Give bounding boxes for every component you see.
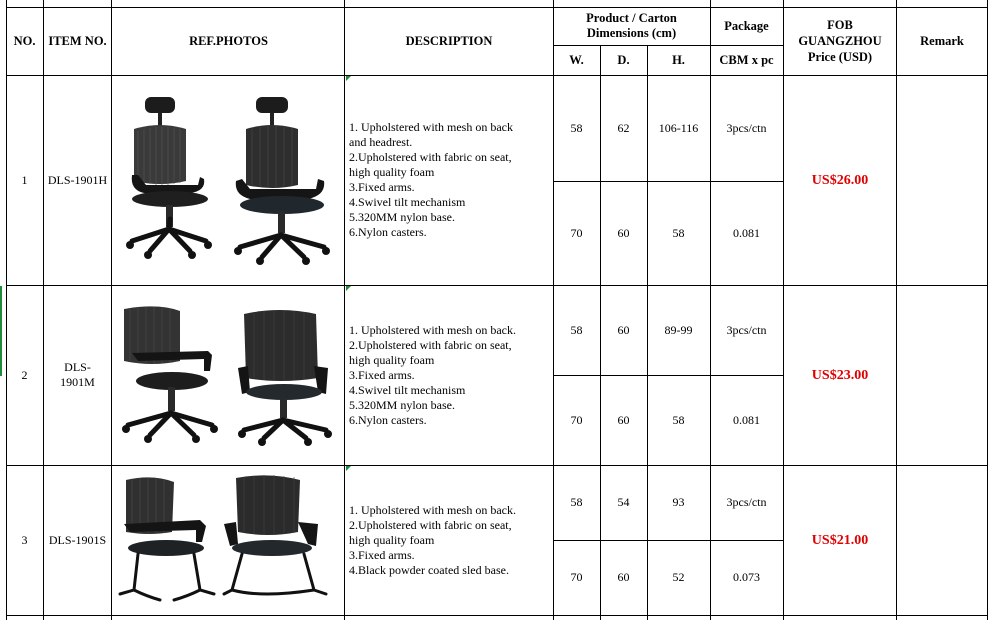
row1-product-h[interactable]: 106-116 <box>658 120 699 135</box>
grid-line <box>710 0 711 620</box>
row2-item-no-line2: 1901M <box>60 375 95 389</box>
header-no[interactable]: NO. <box>13 33 36 48</box>
header-item-no[interactable]: ITEM NO. <box>48 33 107 48</box>
row1-carton-w[interactable]: 70 <box>570 225 583 240</box>
row3-remark[interactable] <box>897 465 987 615</box>
row2-description[interactable] <box>345 285 553 465</box>
row1-carton-h[interactable]: 58 <box>672 225 685 240</box>
grid-line <box>6 465 988 466</box>
row1-carton-d[interactable]: 60 <box>617 225 630 240</box>
row2-price[interactable]: US$23.00 <box>811 367 869 383</box>
row3-carton-h[interactable]: 52 <box>672 570 685 584</box>
desc-line: 1. Upholstered with mesh on back. <box>349 322 516 337</box>
desc-line: high quality foam <box>349 532 435 547</box>
row3-carton-d[interactable]: 60 <box>617 570 630 584</box>
row2-description-lines <box>349 323 516 428</box>
header-fob-price[interactable] <box>783 7 897 75</box>
grid-line <box>647 45 648 620</box>
row1-product-w[interactable]: 58 <box>570 120 583 135</box>
grid-line <box>553 375 783 376</box>
row2-carton-d[interactable]: 60 <box>617 412 630 427</box>
desc-line: 4.Black powder coated sled base. <box>349 562 509 577</box>
grid-line <box>896 0 897 620</box>
desc-line: 5.320MM nylon base. <box>349 210 455 224</box>
row2-carton-w[interactable]: 70 <box>570 412 583 427</box>
grid-line <box>600 45 601 620</box>
row2-item-no[interactable] <box>43 285 112 465</box>
row3-cbm[interactable]: 0.073 <box>733 570 760 584</box>
header-cbm[interactable]: CBM x pc <box>719 52 774 67</box>
grid-line <box>6 7 988 8</box>
header-description[interactable]: DESCRIPTION <box>405 33 493 48</box>
header-ref-photos[interactable]: REF.PHOTOS <box>189 33 268 48</box>
comment-indicator <box>346 466 351 471</box>
comment-indicator <box>346 286 351 291</box>
chair-photo-1901h-right <box>228 95 333 267</box>
desc-line: 1. Upholstered with mesh on back <box>349 120 513 134</box>
desc-line: 1. Upholstered with mesh on back. <box>349 502 516 517</box>
chair-photo-1901s-right <box>222 474 332 604</box>
desc-line: 2.Upholstered with fabric on seat, <box>349 337 512 352</box>
row2-item-no-line1: DLS- <box>64 360 91 374</box>
grid-line <box>43 0 44 620</box>
grid-line <box>553 0 554 620</box>
grid-line <box>6 75 988 76</box>
row1-package[interactable]: 3pcs/ctn <box>726 120 767 135</box>
row1-description[interactable] <box>345 75 553 285</box>
row1-description-lines <box>349 120 513 240</box>
desc-line: high quality foam <box>349 352 435 367</box>
row1-remark[interactable] <box>897 75 987 285</box>
desc-line: high quality foam <box>349 165 435 179</box>
row2-remark[interactable] <box>897 285 987 465</box>
row2-cbm[interactable]: 0.081 <box>733 412 760 427</box>
grid-line <box>111 0 112 620</box>
grid-line <box>553 45 783 46</box>
row1-item-no[interactable]: DLS-1901H <box>47 172 108 187</box>
row3-description[interactable] <box>345 465 553 615</box>
header-fob-line1: FOB <box>827 18 853 32</box>
row1-price[interactable]: US$26.00 <box>811 172 869 188</box>
desc-line: 5.320MM nylon base. <box>349 397 455 412</box>
header-dimensions[interactable] <box>553 7 710 45</box>
row2-product-d[interactable]: 60 <box>617 322 630 337</box>
row1-product-d[interactable]: 62 <box>617 120 630 135</box>
desc-line: 3.Fixed arms. <box>349 367 415 382</box>
row3-price[interactable]: US$21.00 <box>811 532 869 548</box>
row2-product-h[interactable]: 89-99 <box>664 322 693 337</box>
grid-line <box>987 0 988 620</box>
desc-line: 3.Fixed arms. <box>349 180 415 194</box>
row3-description-lines <box>349 503 516 578</box>
desc-line: and headrest. <box>349 135 413 149</box>
chair-photo-1901s-left <box>116 476 216 604</box>
desc-line: 2.Upholstered with fabric on seat, <box>349 150 512 164</box>
row3-carton-w[interactable]: 70 <box>570 570 583 584</box>
row1-no[interactable]: 1 <box>21 172 28 187</box>
grid-line <box>6 615 988 616</box>
grid-line <box>6 285 988 286</box>
row2-package[interactable]: 3pcs/ctn <box>726 322 767 337</box>
desc-line: 3.Fixed arms. <box>349 547 415 562</box>
grid-line <box>6 0 7 620</box>
row2-product-w[interactable]: 58 <box>570 322 583 337</box>
header-package[interactable]: Package <box>724 18 769 33</box>
header-h[interactable]: H. <box>672 52 685 67</box>
desc-line: 2.Upholstered with fabric on seat, <box>349 517 512 532</box>
chair-photo-1901m-left <box>118 305 218 447</box>
grid-line <box>783 0 784 620</box>
header-remark[interactable]: Remark <box>920 33 964 48</box>
chair-photo-1901h-left <box>120 95 215 265</box>
desc-line: 6.Nylon casters. <box>349 412 427 427</box>
header-fob-line2: GUANGZHOU <box>798 34 882 48</box>
header-w[interactable]: W. <box>569 52 584 67</box>
desc-line: 6.Nylon casters. <box>349 225 427 239</box>
row3-no[interactable]: 3 <box>21 532 28 547</box>
row3-product-d[interactable]: 54 <box>617 495 630 509</box>
row-selection-marker <box>0 286 2 376</box>
row1-cbm[interactable]: 0.081 <box>733 225 760 240</box>
row2-carton-h[interactable]: 58 <box>672 412 685 427</box>
grid-line <box>344 0 345 620</box>
desc-line: 4.Swivel tilt mechanism <box>349 382 466 397</box>
row2-no[interactable]: 2 <box>21 367 28 382</box>
grid-line <box>553 181 783 182</box>
row3-product-h[interactable]: 93 <box>672 495 685 509</box>
chair-photo-1901m-right <box>236 308 336 448</box>
header-dimensions-line2: Dimensions (cm) <box>586 26 677 40</box>
row3-item-no[interactable]: DLS-1901S <box>48 532 107 547</box>
header-dimensions-line1: Product / Carton <box>586 11 677 25</box>
desc-line: 4.Swivel tilt mechanism <box>349 195 466 209</box>
row3-package[interactable]: 3pcs/ctn <box>726 495 767 509</box>
header-d[interactable]: D. <box>617 52 630 67</box>
header-fob-line3: Price (USD) <box>807 50 873 64</box>
comment-indicator <box>346 76 351 81</box>
grid-line <box>553 540 783 541</box>
row3-product-w[interactable]: 58 <box>570 495 583 509</box>
